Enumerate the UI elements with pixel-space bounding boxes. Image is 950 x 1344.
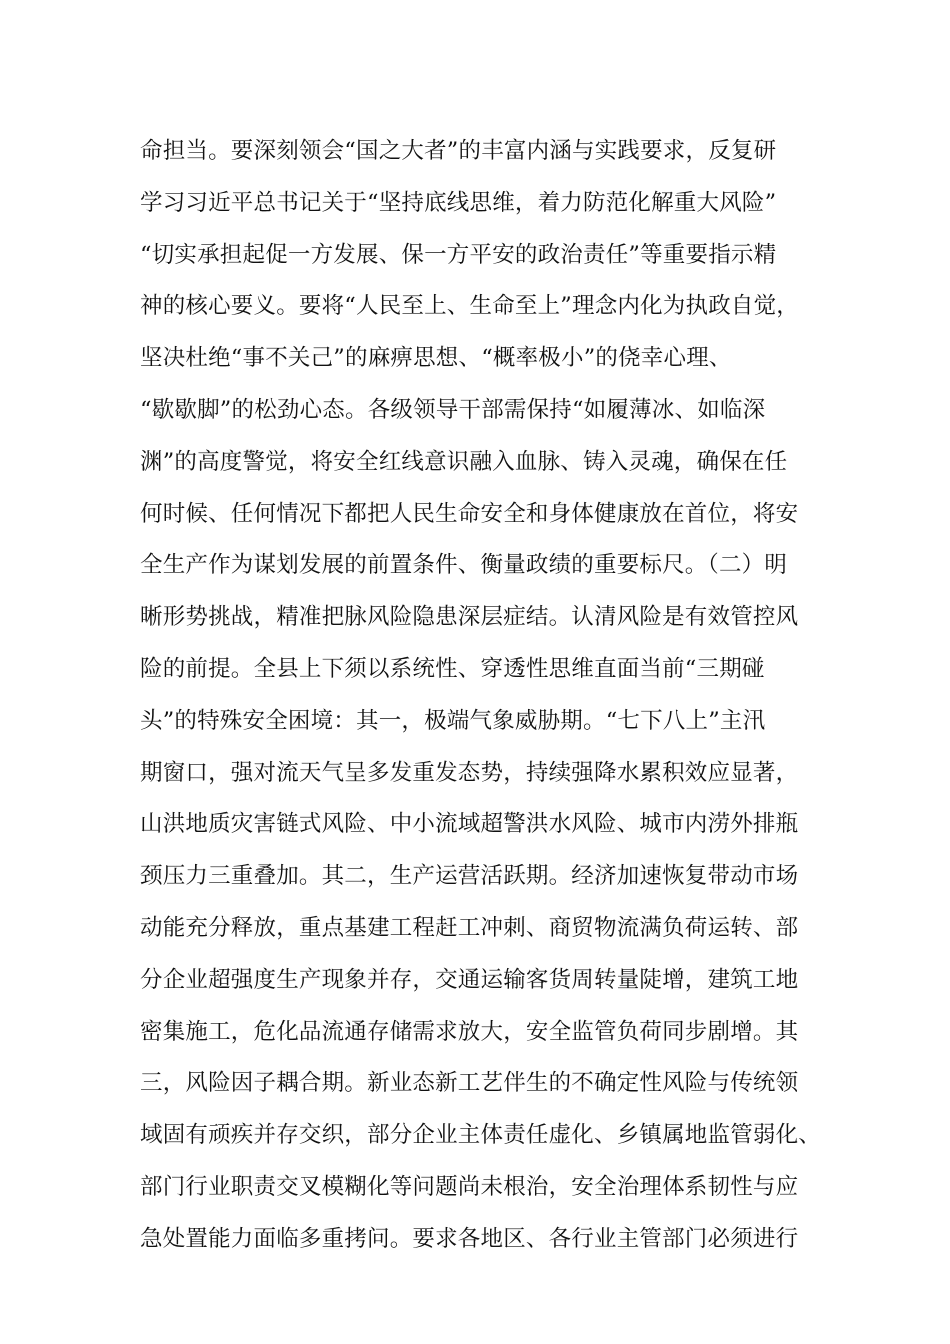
text-line: 头”的特殊安全困境：其一，极端气象威胁期。“七下八上”主汛 [140, 707, 766, 734]
text-line: 何时候、任何情况下都把人民生命安全和身体健康放在首位，将安 [140, 500, 799, 527]
text-line: 分企业超强度生产现象并存，交通运输客货周转量陡增，建筑工地 [140, 966, 799, 993]
text-line: 命担当。要深刻领会“国之大者”的丰富内涵与实践要求，反复研 [140, 138, 777, 164]
text-line: 险的前提。全县上下须以系统性、穿透性思维直面当前“三期碰 [140, 655, 765, 682]
text-line: 三，风险因子耦合期。新业态新工艺伴生的不确定性风险与传统领 [140, 1070, 799, 1097]
text-line: 急处置能力面临多重拷问。要求各地区、各行业主管部门必须进行 [140, 1225, 799, 1252]
text-line: “歇歇脚”的松劲心态。各级领导干部需保持“如履薄冰、如临深 [140, 396, 766, 423]
text-line: 密集施工，危化品流通存储需求放大，安全监管负荷同步剧增。其 [140, 1018, 799, 1045]
body-text [140, 126, 840, 1266]
text-line: 坚决杜绝“事不关己”的麻痹思想、“概率极小”的侥幸心理、 [140, 345, 732, 372]
text-line: 部门行业职责交叉模糊化等问题尚未根治，安全治理体系韧性与应 [140, 1173, 799, 1200]
text-line: 山洪地质灾害链式风险、中小流域超警洪水风险、城市内涝外排瓶 [140, 811, 799, 838]
text-line: 学习习近平总书记关于“坚持底线思维，着力防范化解重大风险” [140, 189, 777, 216]
text-line: 期窗口，强对流天气呈多发重发态势，持续强降水累积效应显著， [140, 759, 799, 786]
text-line: 域固有顽疾并存交织，部分企业主体责任虚化、乡镇属地监管弱化、 [140, 1122, 822, 1149]
text-line: 神的核心要义。要将“人民至上、生命至上”理念内化为执政自觉， [140, 293, 800, 320]
text-line: 晰形势挑战，精准把脉风险隐患深层症结。认清风险是有效管控风 [140, 604, 799, 631]
text-line: 渊”的高度警觉，将安全红线意识融入血脉、铸入灵魂，确保在任 [140, 448, 788, 475]
text-line: 颈压力三重叠加。其二，生产运营活跃期。经济加速恢复带动市场 [140, 863, 799, 890]
text-line: 动能充分释放，重点基建工程赶工冲刺、商贸物流满负荷运转、部 [140, 914, 799, 941]
text-line: “切实承担起促一方发展、保一方平安的政治责任”等重要指示精 [140, 241, 777, 268]
text-line: 全生产作为谋划发展的前置条件、衡量政绩的重要标尺。（二）明 [140, 552, 788, 579]
